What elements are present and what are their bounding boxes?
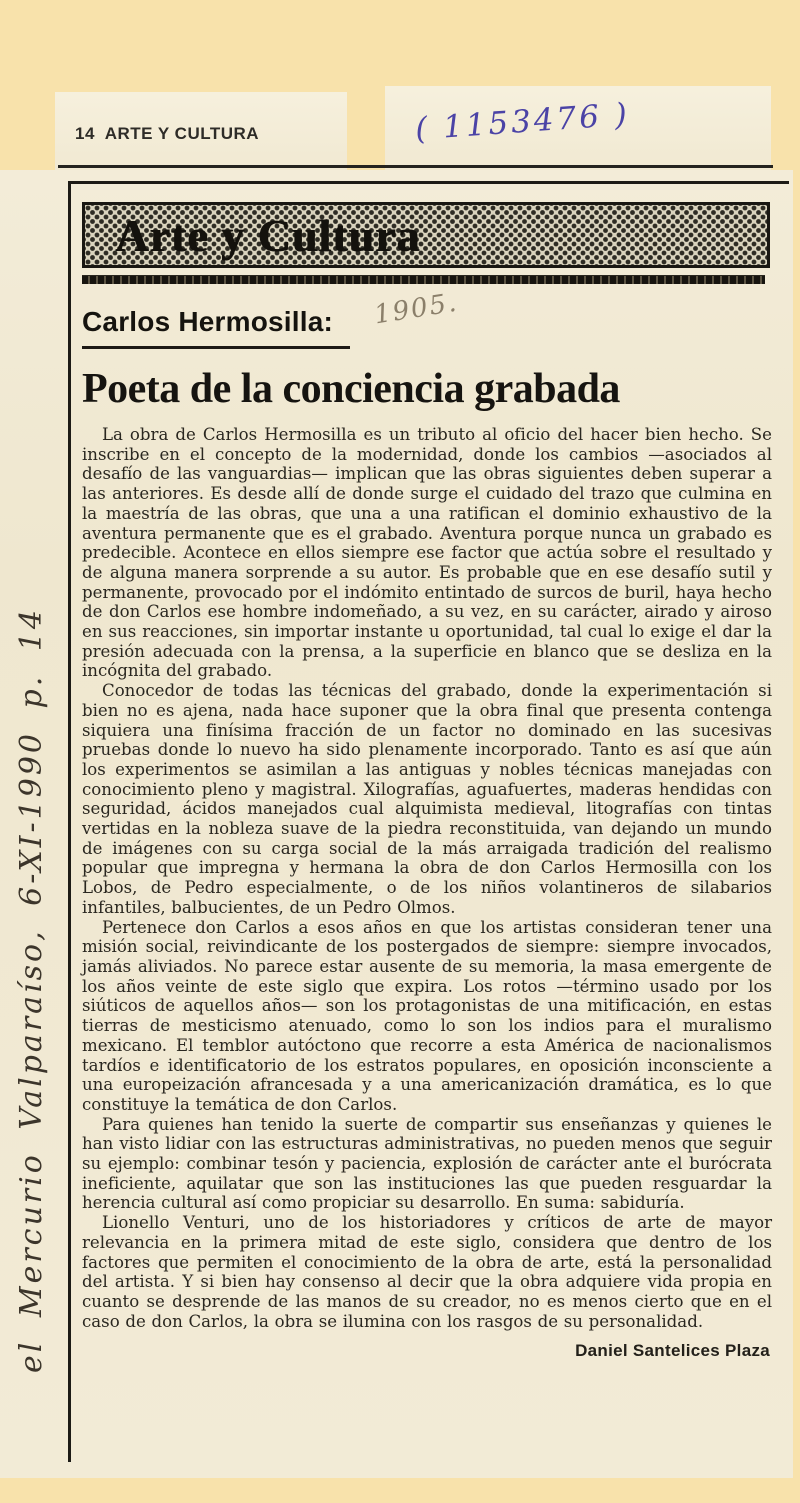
header-rule: [58, 165, 773, 168]
article-headline: Poeta de la conciencia grabada: [82, 366, 620, 412]
kicker-row: [82, 287, 772, 350]
article: [82, 202, 772, 1361]
page-section-label: 14 ARTE Y CULTURA: [75, 124, 260, 143]
page-header-fragment: [55, 92, 347, 170]
article-paragraph: Para quienes han tenido la suerte de compartir sus enseñanzas y quienes le han visto lidiar con las estructuras administrativas, no pueden menos que seguir su ejemplo: combinar tesón y paciencia, explosión de carácter ante el burócrata ineficiente, aquilatar que son las instituciones las que pueden resguardar la herencia cultural así como propiciar su desarrollo. En suma: sabiduría.: [82, 1114, 772, 1213]
registry-fragment: [385, 86, 771, 170]
section-banner: [82, 202, 770, 268]
article-kicker: Carlos Hermosilla:: [82, 306, 334, 337]
article-body: [82, 425, 772, 1331]
decorative-dashed-bar: [82, 275, 765, 284]
article-paragraph: Lionello Venturi, uno de los historiadores y críticos de arte de mayor relevancia en la primera mitad de este siglo, considera que dentro de los factores que permiten el conocimiento de la obra de arte, está la personalidad del artista. Y si bien hay consenso al decir que la obra adquiere vida propia en cuanto se desprende de las manos de su creador, no es menos cierto que en el caso de don Carlos, la obra se ilumina con los rasgos de su personalidad.: [82, 1213, 772, 1331]
handwritten-year-note: 1905.: [372, 287, 461, 331]
article-paragraph: La obra de Carlos Hermosilla es un tributo al oficio del hacer bien hecho. Se inscribe en el concepto de la modernidad, donde los cambios —asociados al desafío de las vanguardias— implican que las obras siguientes deben superar a las anteriores. Es desde allí de donde surge el cuidado del trazo que culmina en la maestría de las obras, que una a una ratifican el dominio exhaustivo de la aventura permanente que es el grabado. Aventura porque nunca un grabado es predecible. Acontece en ellos siempre ese factor que actúa sobre el resultado y de alguna manera sorprende a su autor. Es probable que en ese desafío sutil y permanente, provocado por el indómito entintado de surcos de buril, haya hecho de don Carlos ese hombre indomeñado, a su vez, en su carácter, airado y airoso en sus reacciones, sin importar instante u oportunidad, tal cual lo exige el dar la presión adecuada con la prensa, a la superficie en blanco que se desliza en la incógnita del grabado.: [82, 425, 772, 681]
handwritten-registry-number: ( 1153476 ): [414, 96, 631, 148]
kicker-underline: [82, 346, 350, 349]
article-byline: Daniel Santelices Plaza: [575, 1341, 770, 1361]
section-banner-title: Arte y Cultura: [115, 209, 421, 261]
article-paragraph: Pertenece don Carlos a esos años en que los artistas consideran tener una misión social, reivindicante de los postergados de siempre: siempre invocados, jamás aliviados. No parece estar ausente de su memoria, la masa emergente de los años veinte de este siglo que expira. Los rotos —término usado por los siúticos de aquellos años— son los protagonistas de una mitificación, en estas tierras de mesticismo atenuado, como lo son los indios para el muralismo mexicano. El temblor autóctono que recorre a esta América de nacionalismos tardíos e identificatorio de los estratos populares, en oposición inconsciente a una europeización afrancesada y a una americanización dramática, es lo que constituye la temática de don Carlos.: [82, 917, 772, 1114]
article-paragraph: Conocedor de todas las técnicas del grabado, donde la experimentación si bien no es ajena, nada hace suponer que la obra final que presenta contenga siquiera una finísima fracción de un factor no dominado en las sucesivas pruebas donde lo nuevo ha sido plenamente incorporado. Tanto es así que aún los experimentos se asimilan a las antiguas y nobles técnicas manejadas con conocimiento pleno y magistral. Xilografías, aguafuertes, maderas hendidas con seguridad, ácidos manejados cual alquimista medieval, litografías con tintas vertidas en la nobleza suave de la piedra reconstituida, van dejando un mundo de imágenes con su carga social de la más arraigada tradición del realismo popular que impregna y hermana la obra de don Carlos Hermosilla con los Lobos, de Pedro especialmente, o de los niños volantineros de silabarios infantiles, balbucientes, de un Pedro Olmos.: [82, 681, 772, 917]
handwritten-margin-note: el Mercurio Valparaíso, 6-XI-1990 p. 14: [14, 606, 49, 1374]
